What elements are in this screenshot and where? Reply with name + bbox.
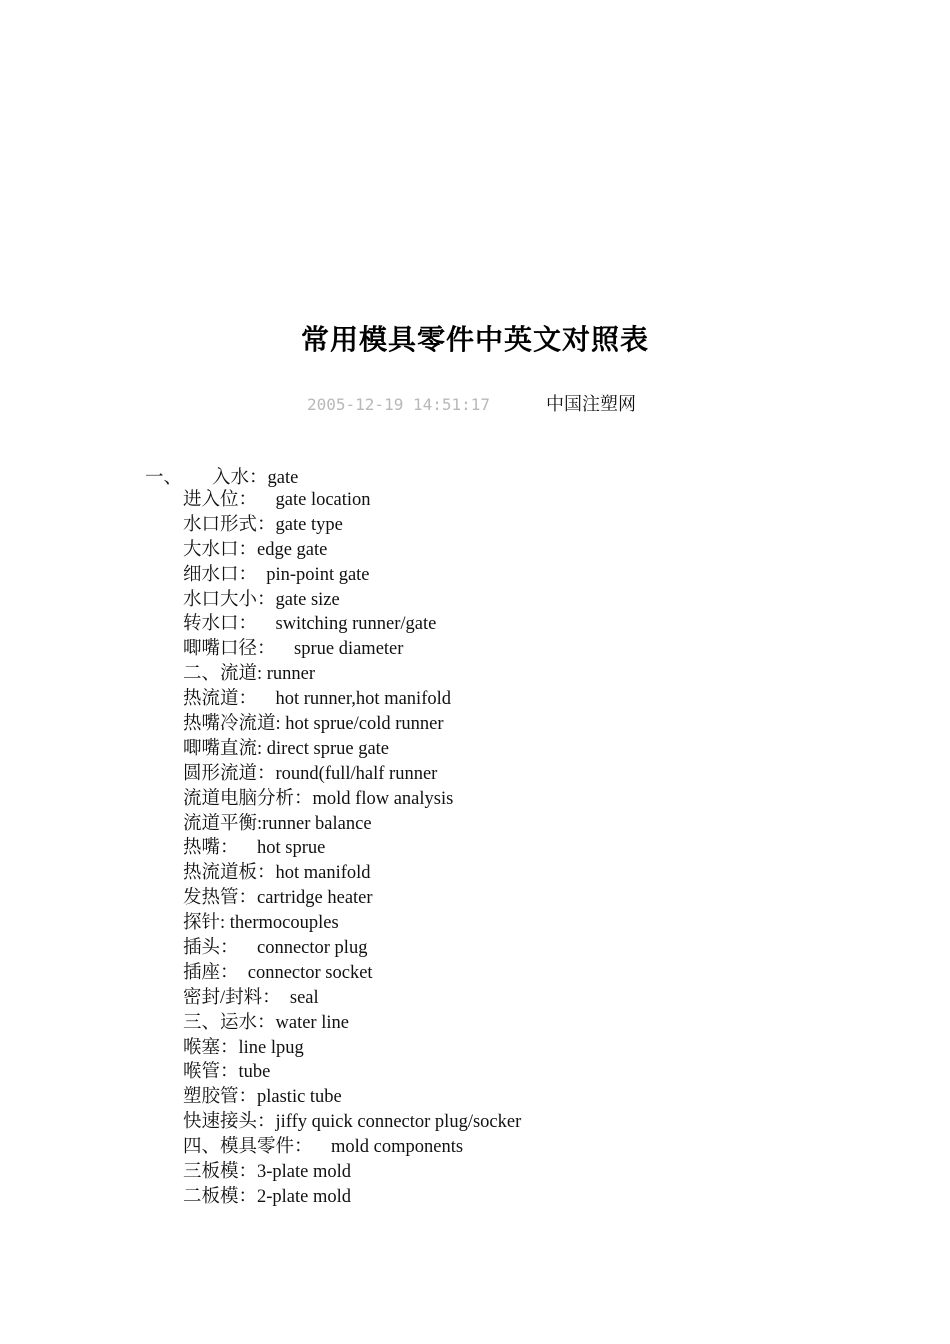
list-item: 流道电脑分析：mold flow analysis: [183, 788, 454, 809]
list-item: 流道平衡:runner balance: [183, 813, 372, 834]
document-title: 常用模具零件中英文对照表: [300, 325, 649, 356]
list-item: 转水口： switching runner/gate: [183, 614, 437, 635]
list-item: 塑胶管：plastic tube: [183, 1087, 342, 1108]
list-item: 热流道： hot runner,hot manifold: [183, 689, 451, 710]
list-item: 唧嘴口径： sprue diameter: [183, 639, 404, 660]
publish-date: 2005-12-19 14:51:17: [307, 395, 491, 414]
section-heading-gate: [145, 463, 298, 489]
list-item: 细水口： pin-point gate: [183, 564, 370, 585]
list-item: 喉管：tube: [183, 1062, 271, 1083]
list-item: 插座： connector socket: [183, 962, 373, 983]
source-name: 中国注塑网: [546, 394, 637, 414]
list-item: 热嘴冷流道: hot sprue/cold runner: [183, 714, 444, 735]
list-item: 发热管：cartridge heater: [183, 888, 373, 909]
list-item: 快速接头：jiffy quick connector plug/socker: [183, 1112, 522, 1133]
section-number: 一、: [145, 468, 183, 488]
list-item: 喉塞：line lpug: [183, 1037, 304, 1058]
list-item: 三、运水：water line: [183, 1012, 349, 1033]
document-meta: [307, 390, 636, 416]
list-item: 进入位： gate location: [183, 490, 371, 510]
section-heading-text: 入水：gate: [212, 468, 299, 488]
glossary-list: [183, 488, 521, 1210]
list-item: 大水口：edge gate: [183, 539, 328, 560]
list-item: 二、流道: runner: [183, 664, 316, 685]
list-item: 二板模：2-plate mold: [183, 1186, 352, 1207]
list-item: 热流道板：hot manifold: [183, 863, 371, 884]
list-item: 插头： connector plug: [183, 938, 368, 959]
list-item: 唧嘴直流: direct sprue gate: [183, 738, 390, 759]
list-item: 四、模具零件： mold components: [183, 1137, 464, 1158]
list-item: 探针: thermocouples: [183, 913, 339, 934]
list-item: 水口大小：gate size: [183, 589, 340, 610]
list-item: 三板模：3-plate mold: [183, 1162, 352, 1183]
list-item: 水口形式：gate type: [183, 514, 343, 535]
list-item: 密封/封料： seal: [183, 987, 319, 1008]
list-item: 圆形流道：round(full/half runner: [183, 763, 438, 784]
list-item: 热嘴： hot sprue: [183, 838, 326, 859]
